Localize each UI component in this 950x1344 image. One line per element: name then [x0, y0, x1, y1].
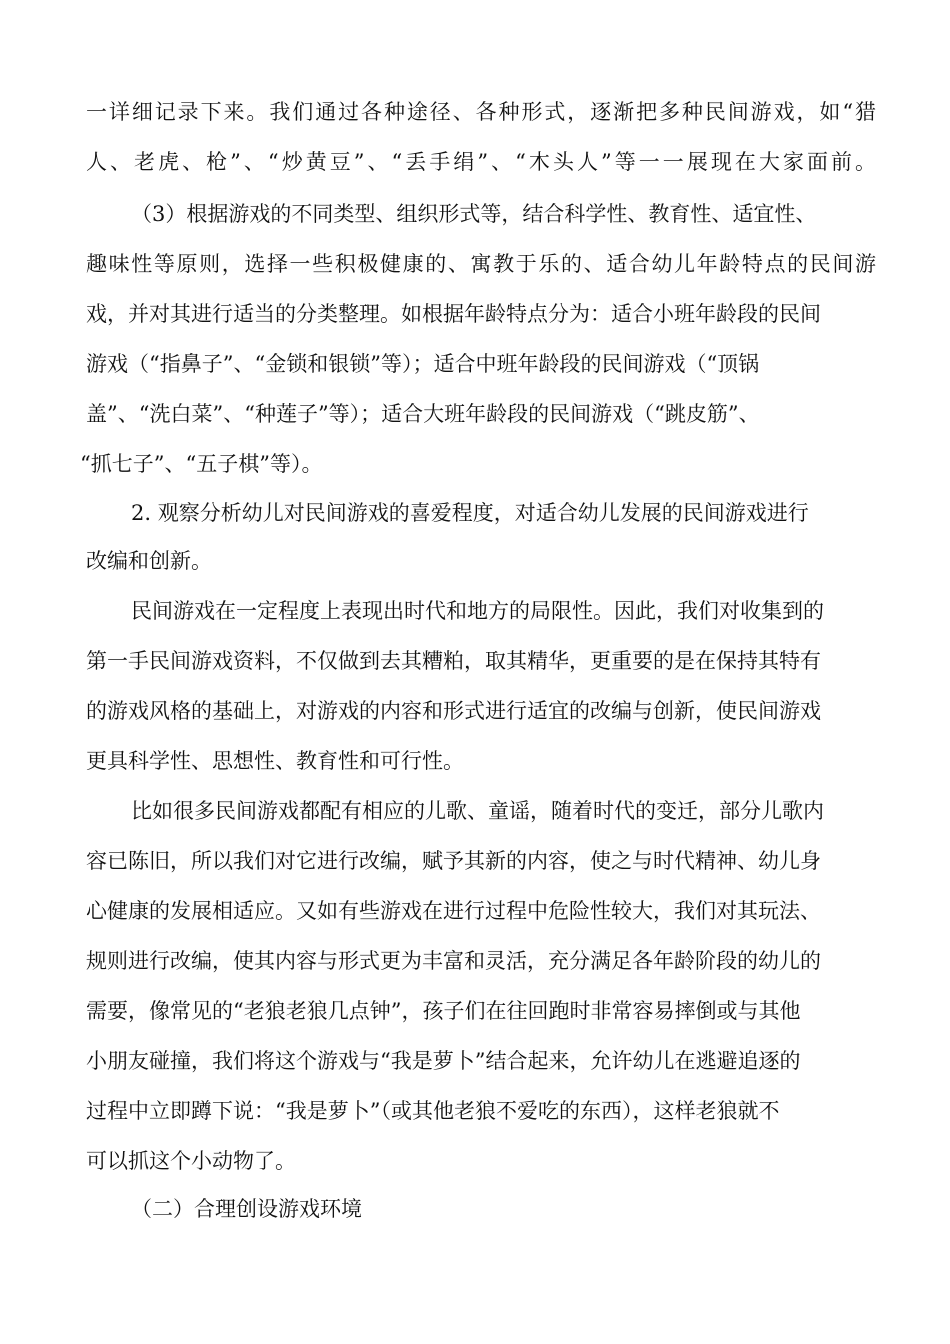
paragraph-line: 可以抓这个小动物了。	[86, 1149, 296, 1173]
paragraph-line: 改编和创新。	[86, 549, 212, 573]
paragraph-line: 需要，像常见的“老狼老狼几点钟”，孩子们在往回跑时非常容易摔倒或与其他	[86, 999, 801, 1023]
paragraph-line: 民间游戏在一定程度上表现出时代和地方的局限性。因此，我们对收集到的	[131, 599, 824, 623]
paragraph-line: 趣味性等原则，选择一些积极健康的、寓教于乐的、适合幼儿年龄特点的民间游	[86, 252, 876, 276]
section-heading: （二）合理创设游戏环境	[131, 1197, 362, 1221]
paragraph-line: 比如很多民间游戏都配有相应的儿歌、童谣，随着时代的变迁，部分儿歌内	[131, 799, 824, 823]
paragraph-line: 2. 观察分析幼儿对民间游戏的喜爱程度，对适合幼儿发展的民间游戏进行	[131, 501, 809, 525]
paragraph-line: “抓七子”、“五子棋”等）。	[80, 452, 323, 476]
paragraph-line: 第一手民间游戏资料，不仅做到去其糟粕，取其精华，更重要的是在保持其特有	[86, 649, 821, 673]
paragraph-line: 一详细记录下来。我们通过各种途径、各种形式，逐渐把多种民间游戏，如“猎	[86, 100, 876, 124]
paragraph-line: 人、老虎、枪”、“炒黄豆”、“丢手绢”、“木头人”等一一展现在大家面前。	[86, 150, 876, 174]
paragraph-line: （3）根据游戏的不同类型、组织形式等，结合科学性、教育性、适宜性、	[131, 202, 817, 226]
paragraph-line: 规则进行改编，使其内容与形式更为丰富和灵活，充分满足各年龄阶段的幼儿的	[86, 949, 821, 973]
paragraph-line: 更具科学性、思想性、教育性和可行性。	[86, 749, 464, 773]
paragraph-line: 游戏（“指鼻子”、“金锁和银锁”等）；适合中班年龄段的民间游戏（“顶锅	[86, 352, 760, 376]
paragraph-line: 的游戏风格的基础上，对游戏的内容和形式进行适宜的改编与创新，使民间游戏	[86, 699, 821, 723]
paragraph-line: 过程中立即蹲下说：“我是萝卜”（或其他老狼不爱吃的东西），这样老狼就不	[86, 1099, 780, 1123]
paragraph-line: 容已陈旧，所以我们对它进行改编，赋予其新的内容，使之与时代精神、幼儿身	[86, 849, 821, 873]
paragraph-line: 心健康的发展相适应。又如有些游戏在进行过程中危险性较大，我们对其玩法、	[86, 899, 821, 923]
paragraph-line: 盖”、“洗白菜”、“种莲子”等）；适合大班年龄段的民间游戏（“跳皮筋”、	[86, 402, 760, 426]
paragraph-line: 戏，并对其进行适当的分类整理。如根据年龄特点分为：适合小班年龄段的民间	[86, 302, 821, 326]
paragraph-line: 小朋友碰撞，我们将这个游戏与“我是萝卜”结合起来，允许幼儿在逃避追逐的	[86, 1049, 801, 1073]
